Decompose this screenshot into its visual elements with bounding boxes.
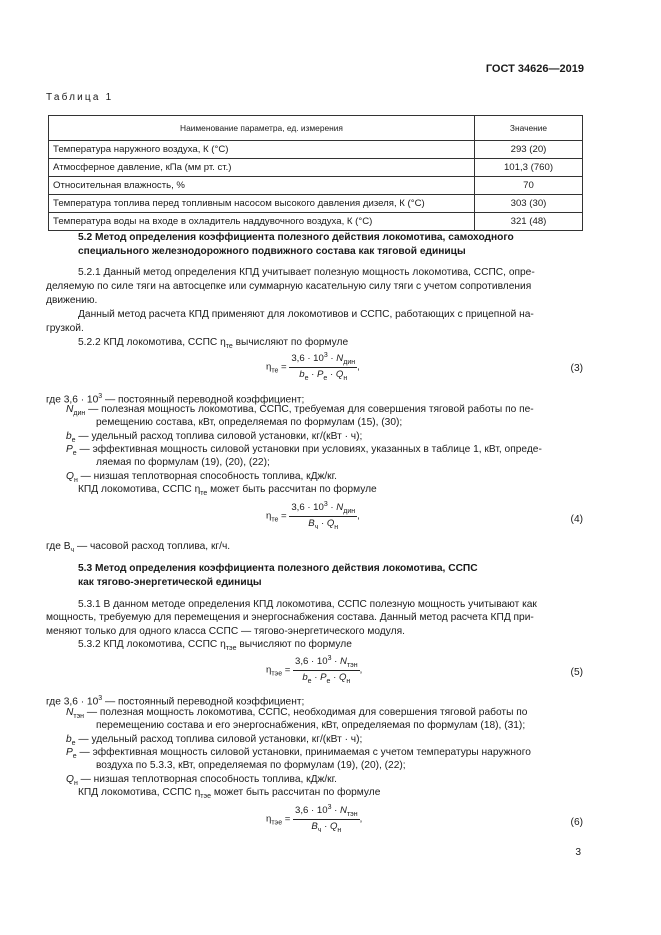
formula-4-number: (4) xyxy=(570,514,583,525)
where-line: где $B_ч$ — часовой расход топлива, кг/ч. xyxy=(46,541,231,555)
definition-n-dyn-cont: ремещению состава, кВт, определяемая по формулам (15), (30); xyxy=(96,417,403,428)
paragraph-line: меняют только для одного класса ССПС — тягово-энергетического модуля. xyxy=(46,626,405,637)
param-cell: Относительная влажность, % xyxy=(49,177,475,195)
definition-n-dyn: $N_{дин}$ — полезная мощность локомотива, ССПС, требуемая для совершения тяговой работы по пе- xyxy=(66,404,534,418)
section-5-3-title: 5.3 Метод определения коэффициента полезного действия локомотива, ССПС xyxy=(78,563,478,574)
page-number: 3 xyxy=(575,847,581,858)
param-cell: Температура наружного воздуха, К (°С) xyxy=(49,141,475,159)
value-cell: 70 xyxy=(475,177,583,195)
formula-5: $\eta_{тэе}$ = $\frac{3,6 \cdot 10^3 \cdot N_{тэн}}{b_e \cdot P_e \cdot Q_н}$ , xyxy=(266,655,363,685)
header-parameter: Наименование параметра, ед. измерения xyxy=(49,116,475,141)
param-cell: Температура топлива перед топливным насосом высокого давления дизеля, К (°С) xyxy=(49,195,475,213)
table-row xyxy=(49,195,583,213)
section-5-2-title: 5.2 Метод определения коэффициента полезного действия локомотива, самоходного xyxy=(78,232,514,243)
paragraph-line: мощность, требуемую для перемещения и энергоснабжения состава. Данный метод расчета КПД при- xyxy=(46,612,534,623)
formula-3-number: (3) xyxy=(570,363,583,374)
formula-6: $\eta_{тэе}$ = $\frac{3,6 \cdot 10^3 \cdot N_{тэн}}{B_ч \cdot Q_н}$ , xyxy=(266,804,363,834)
formula-5-number: (5) xyxy=(570,667,583,678)
table-row xyxy=(49,177,583,195)
table-row xyxy=(49,213,583,231)
value-cell: 321 (48) xyxy=(475,213,583,231)
paragraph-line: 5.3.2 КПД локомотива, ССПС $\eta_{тэе}$ вычисляют по формуле xyxy=(78,639,352,653)
section-5-3-title-cont: как тягово-энергетической единицы xyxy=(78,577,262,588)
paragraph-line: 5.2.2 КПД локомотива, ССПС $\eta_{те}$ вычисляют по формуле xyxy=(78,337,349,351)
definition-p-e: $P_e$ — эффективная мощность силовой установки при условиях, указанных в таблице 1, кВт, опреде- xyxy=(66,444,542,458)
formula-3: $\eta_{те}$ = $\frac{3,6 \cdot 10^3 \cdot N_{дин}}{b_e \cdot P_e \cdot Q_н}$ , xyxy=(266,352,360,382)
definition-b-e: $b_e$ — удельный расход топлива силовой установки, кг/(кВт · ч); xyxy=(66,431,363,445)
header-value: Значение xyxy=(475,116,583,141)
definition-q-n: $Q_н$ — низшая теплотворная способность топлива, кДж/кг. xyxy=(66,774,337,788)
definition-p-e-cont: воздуха по 5.3.3, кВт, определяемая по формулам (19), (20), (22); xyxy=(96,760,406,771)
formula-4: $\eta_{те}$ = $\frac{3,6 \cdot 10^3 \cdot N_{дин}}{B_ч \cdot Q_н}$ , xyxy=(266,501,360,531)
definition-q-n: $Q_н$ — низшая теплотворная способность топлива, кДж/кг. xyxy=(66,471,337,485)
definition-n-ten: $N_{тэн}$ — полезная мощность локомотива, ССПС, необходимая для совершения тяговой работы по xyxy=(66,707,528,721)
paragraph-line: Данный метод расчета КПД применяют для локомотивов и ССПС, работающих с прицепной на- xyxy=(78,309,534,320)
paragraph-line: движению. xyxy=(46,295,98,306)
value-cell: 303 (30) xyxy=(475,195,583,213)
where-line: где $3,6 \cdot 10^3$ — постоянный переводной коэффициент; xyxy=(46,393,305,406)
table-row xyxy=(49,159,583,177)
param-cell: Температура воды на входе в охладитель наддувочного воздуха, К (°С) xyxy=(49,213,475,231)
param-cell: Атмосферное давление, кПа (мм рт. ст.) xyxy=(49,159,475,177)
paragraph-line: деляемую по силе тяги на автосцепке или суммарную касательную силу тяги с учетом сопротивления xyxy=(46,281,532,292)
paragraph-line: грузкой. xyxy=(46,323,84,334)
document-code: ГОСТ 34626—2019 xyxy=(485,63,584,75)
definition-p-e: $P_e$ — эффективная мощность силовой установки, принимаемая с учетом температуры наружного xyxy=(66,747,531,761)
value-cell: 293 (20) xyxy=(475,141,583,159)
definition-b-e: $b_e$ — удельный расход топлива силовой установки, кг/(кВт · ч); xyxy=(66,734,363,748)
parameters-table xyxy=(48,115,583,231)
section-5-2-title-cont: специального железнодорожного подвижного состава как тяговой единицы xyxy=(78,246,466,257)
table-row xyxy=(49,141,583,159)
table-caption: Таблица 1 xyxy=(46,92,114,103)
definition-n-ten-cont: перемещению состава и его энергоснабжения, кВт, определяемая по формулам (18), (31); xyxy=(96,720,526,731)
paragraph-line: 5.3.1 В данном методе определения КПД локомотива, ССПС полезную мощность учитывают как xyxy=(78,599,537,610)
formula-6-number: (6) xyxy=(570,817,583,828)
value-cell: 101,3 (760) xyxy=(475,159,583,177)
paragraph-line: КПД локомотива, ССПС $\eta_{тэе}$ может быть рассчитан по формуле xyxy=(78,787,381,801)
paragraph-line: 5.2.1 Данный метод определения КПД учитывает полезную мощность локомотива, ССПС, опре- xyxy=(78,267,535,278)
where-line: где $3,6 \cdot 10^3$ — постоянный переводной коэффициент; xyxy=(46,695,305,708)
table-header-row xyxy=(49,116,583,141)
paragraph-line: КПД локомотива, ССПС $\eta_{те}$ может быть рассчитан по формуле xyxy=(78,484,377,498)
definition-p-e-cont: ляемая по формулам (19), (20), (22); xyxy=(96,457,270,468)
